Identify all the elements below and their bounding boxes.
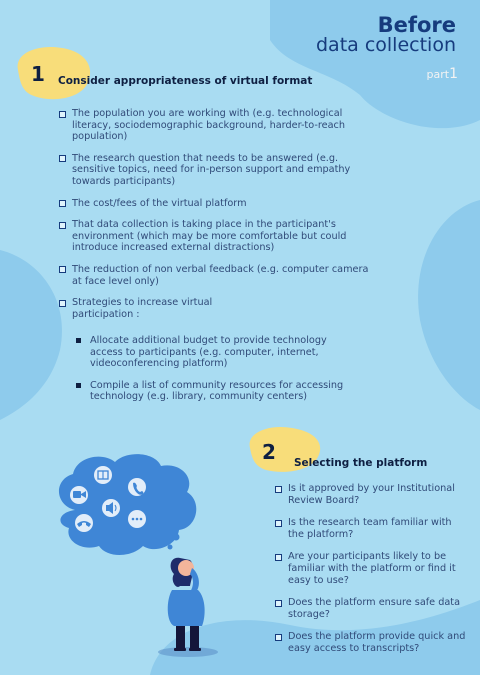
video-camera-icon — [70, 486, 88, 504]
list-item: Is the research team familiar with the platform? — [288, 517, 468, 540]
list-item: The population you are working with (e.g. technological literacy, sociodemographic background, harder-to-reach population) — [72, 108, 372, 143]
yellow-blob-1 — [18, 47, 91, 99]
list-item: Is it approved by your Institutional Review Board? — [288, 483, 468, 506]
list-item: Are your participants likely to be familiar with the platform or find it easy to use? — [288, 551, 468, 586]
page-title — [316, 14, 456, 56]
book-icon — [94, 466, 112, 484]
speaker-icon — [102, 499, 120, 517]
title-line-1: Before — [377, 13, 456, 37]
list-item: Does the platform ensure safe data storage? — [288, 597, 468, 620]
section-1-heading: Consider appropriateness of virtual format — [58, 75, 313, 87]
list-item: The reduction of non verbal feedback (e.g. computer camera at face level only) — [72, 264, 372, 287]
section-1-number: 1 — [31, 62, 45, 86]
phone-icon — [128, 478, 146, 496]
part-number: 1 — [449, 66, 458, 82]
list-item: Does the platform provide quick and easy access to transcripts? — [288, 631, 468, 654]
thinking-person-illustration — [40, 440, 240, 670]
sub-list-item: Compile a list of community resources for accessing technology (e.g. library, community centers) — [90, 380, 350, 403]
left-blob — [0, 250, 62, 420]
hang-up-icon — [75, 514, 93, 532]
thought-cloud — [59, 454, 196, 555]
list-item: That data collection is taking place in the participant's environment (which may be more comfortable but could introduce increased external distractions) — [72, 219, 372, 254]
person-figure — [158, 558, 218, 657]
list-item: The research question that needs to be answered (e.g. sensitive topics, need for in-person support and empathy towards participants) — [72, 153, 372, 188]
section-2-list — [288, 483, 468, 666]
part-text: part — [426, 68, 450, 81]
list-item: The cost/fees of the virtual platform — [72, 198, 372, 210]
part-label — [427, 66, 458, 82]
right-blob — [418, 200, 480, 410]
sub-list-item: Allocate additional budget to provide technology access to participants (e.g. computer, internet, videoconferencing platform) — [90, 335, 350, 370]
title-line-2: data collection — [316, 34, 456, 57]
chat-icon — [128, 510, 146, 528]
section-2-number: 2 — [262, 440, 276, 464]
section-2-heading: Selecting the platform — [294, 457, 428, 469]
section-1-list — [72, 108, 372, 330]
list-item: Strategies to increase virtual participation : — [72, 297, 232, 320]
section-1-sublist — [90, 335, 350, 413]
